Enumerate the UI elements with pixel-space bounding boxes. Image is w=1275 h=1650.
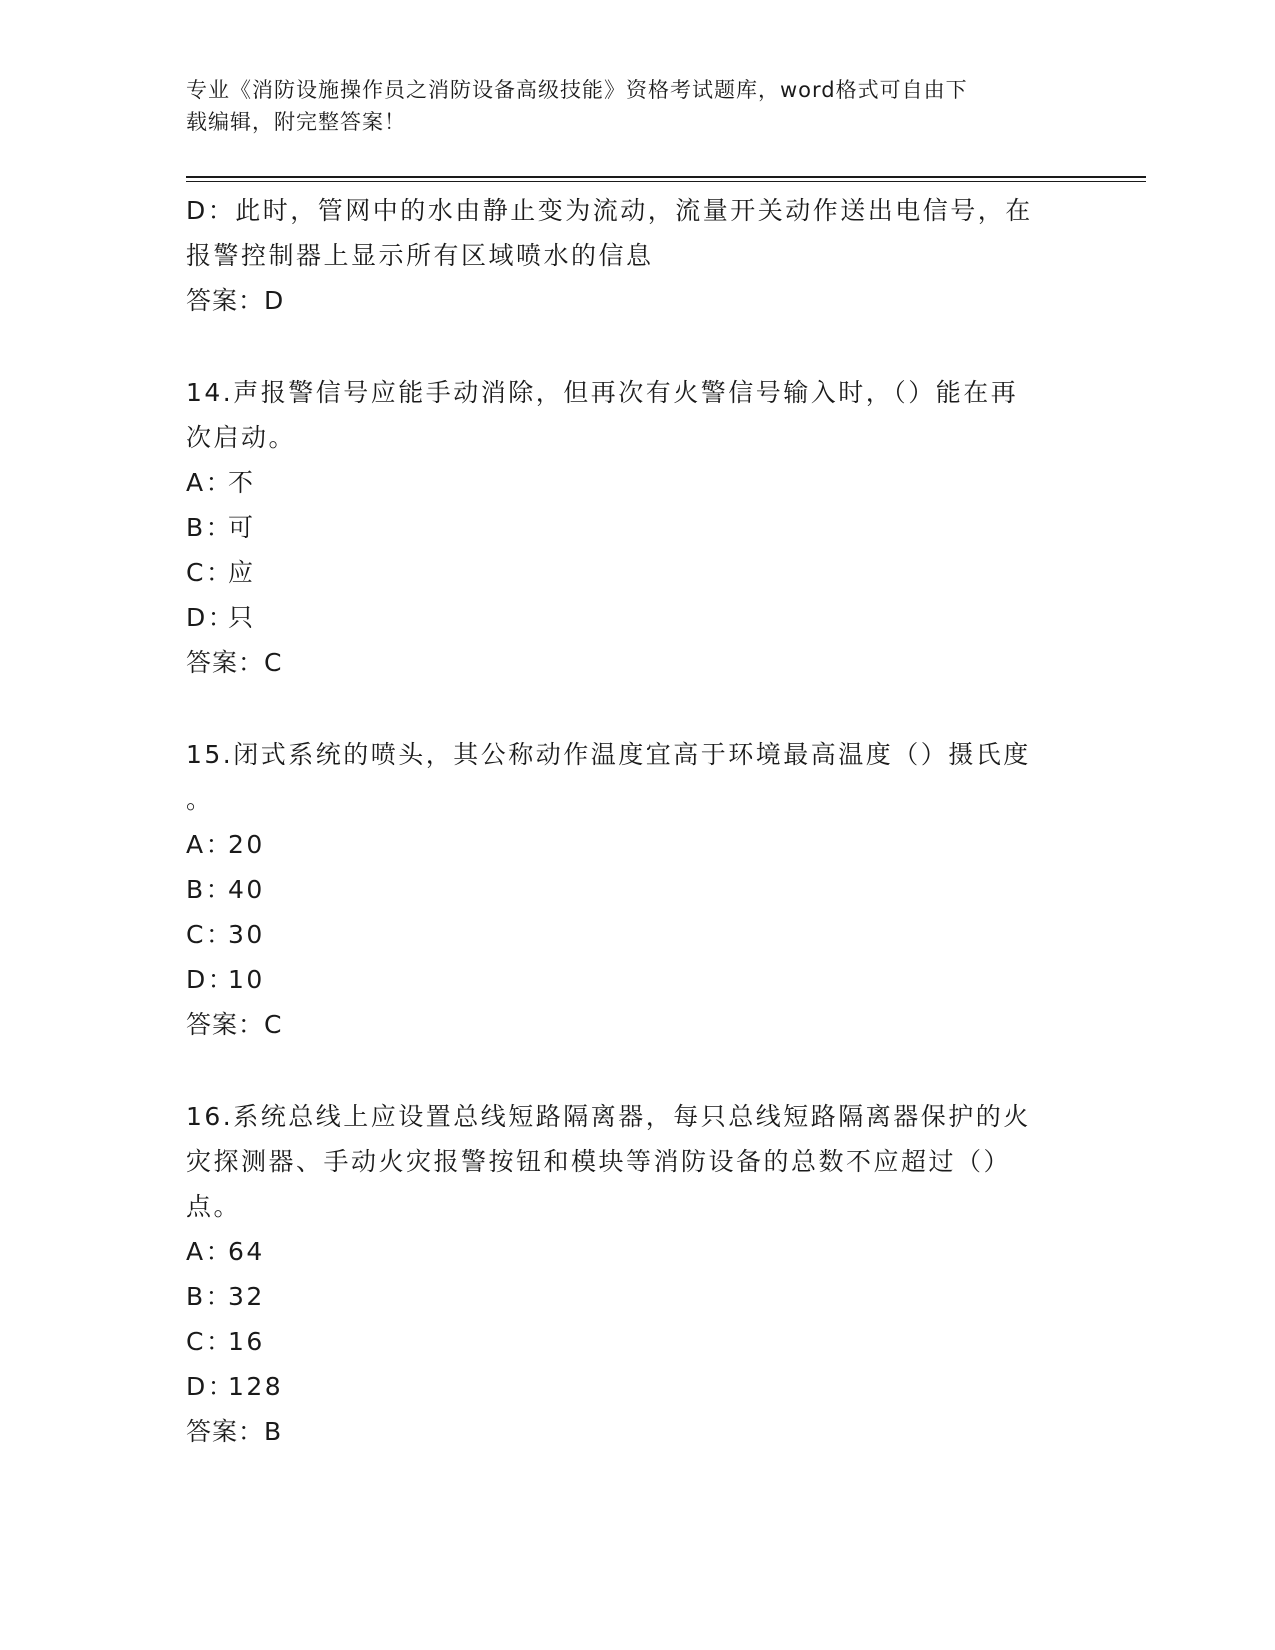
- option-text: 10: [228, 965, 265, 994]
- option-b: [186, 867, 1076, 912]
- option-text: 30: [228, 920, 265, 949]
- header-divider-thin: [186, 181, 1146, 182]
- option-label: D：: [186, 603, 236, 632]
- option-b: [186, 505, 1076, 550]
- option-label: A：: [186, 1237, 234, 1266]
- question-15: [186, 732, 1076, 1047]
- option-label: B：: [186, 513, 234, 542]
- option-a: [186, 822, 1076, 867]
- header-divider-thick: [186, 176, 1146, 178]
- option-c: [186, 912, 1076, 957]
- document-header: [186, 74, 1066, 138]
- option-text: 40: [228, 875, 265, 904]
- option-text: 可: [228, 513, 256, 542]
- option-label: D：: [186, 965, 236, 994]
- option-d-line-2: 报警控制器上显示所有区域喷水的信息: [186, 241, 654, 270]
- option-a: [186, 460, 1076, 505]
- header-line-2: 载编辑，附完整答案！: [186, 110, 406, 134]
- spacer: [186, 323, 1076, 370]
- answer-line: 答案：C: [186, 1010, 283, 1039]
- option-label: A：: [186, 830, 234, 859]
- answer-line: 答案：B: [186, 1417, 283, 1446]
- option-d: [186, 1364, 1076, 1409]
- option-text: 20: [228, 830, 265, 859]
- option-label: D：: [186, 1372, 236, 1401]
- question-stem-line: 14.声报警信号应能手动消除，但再次有火警信号输入时，（）能在再: [186, 378, 1019, 407]
- option-label: C：: [186, 920, 234, 949]
- option-c: [186, 1319, 1076, 1364]
- answer-line: 答案：D: [186, 286, 285, 315]
- option-d: [186, 595, 1076, 640]
- question-stem-line: 。: [186, 785, 214, 814]
- option-label: C：: [186, 1327, 234, 1356]
- spacer: [186, 685, 1076, 732]
- document-body: [186, 188, 1076, 1454]
- option-label: A：: [186, 468, 234, 497]
- question-stem-line: 15.闭式系统的喷头，其公称动作温度宜高于环境最高温度（）摄氏度: [186, 740, 1031, 769]
- header-line-1: 专业《消防设施操作员之消防设备高级技能》资格考试题库，word格式可自由下: [186, 78, 968, 102]
- option-text: 不: [228, 468, 256, 497]
- option-label: B：: [186, 875, 234, 904]
- option-text: 128: [228, 1372, 284, 1401]
- option-text: 只: [228, 603, 256, 632]
- question-14: [186, 370, 1076, 685]
- question-stem-line: 点。: [186, 1192, 242, 1221]
- option-a: [186, 1229, 1076, 1274]
- spacer: [186, 1047, 1076, 1094]
- option-text: 应: [228, 558, 256, 587]
- option-text: 16: [228, 1327, 265, 1356]
- option-label: C：: [186, 558, 234, 587]
- option-text: 64: [228, 1237, 265, 1266]
- option-d: [186, 957, 1076, 1002]
- option-text: 32: [228, 1282, 265, 1311]
- option-b: [186, 1274, 1076, 1319]
- question-stem-line: 16.系统总线上应设置总线短路隔离器，每只总线短路隔离器保护的火: [186, 1102, 1031, 1131]
- option-d-line-1: D：此时，管网中的水由静止变为流动，流量开关动作送出电信号，在: [186, 196, 1033, 225]
- option-label: B：: [186, 1282, 234, 1311]
- carryover-block: [186, 188, 1076, 323]
- question-16: [186, 1094, 1076, 1454]
- question-stem-line: 灾探测器、手动火灾报警按钮和模块等消防设备的总数不应超过（）: [186, 1147, 1012, 1176]
- answer-line: 答案：C: [186, 648, 283, 677]
- option-c: [186, 550, 1076, 595]
- question-stem-line: 次启动。: [186, 423, 297, 452]
